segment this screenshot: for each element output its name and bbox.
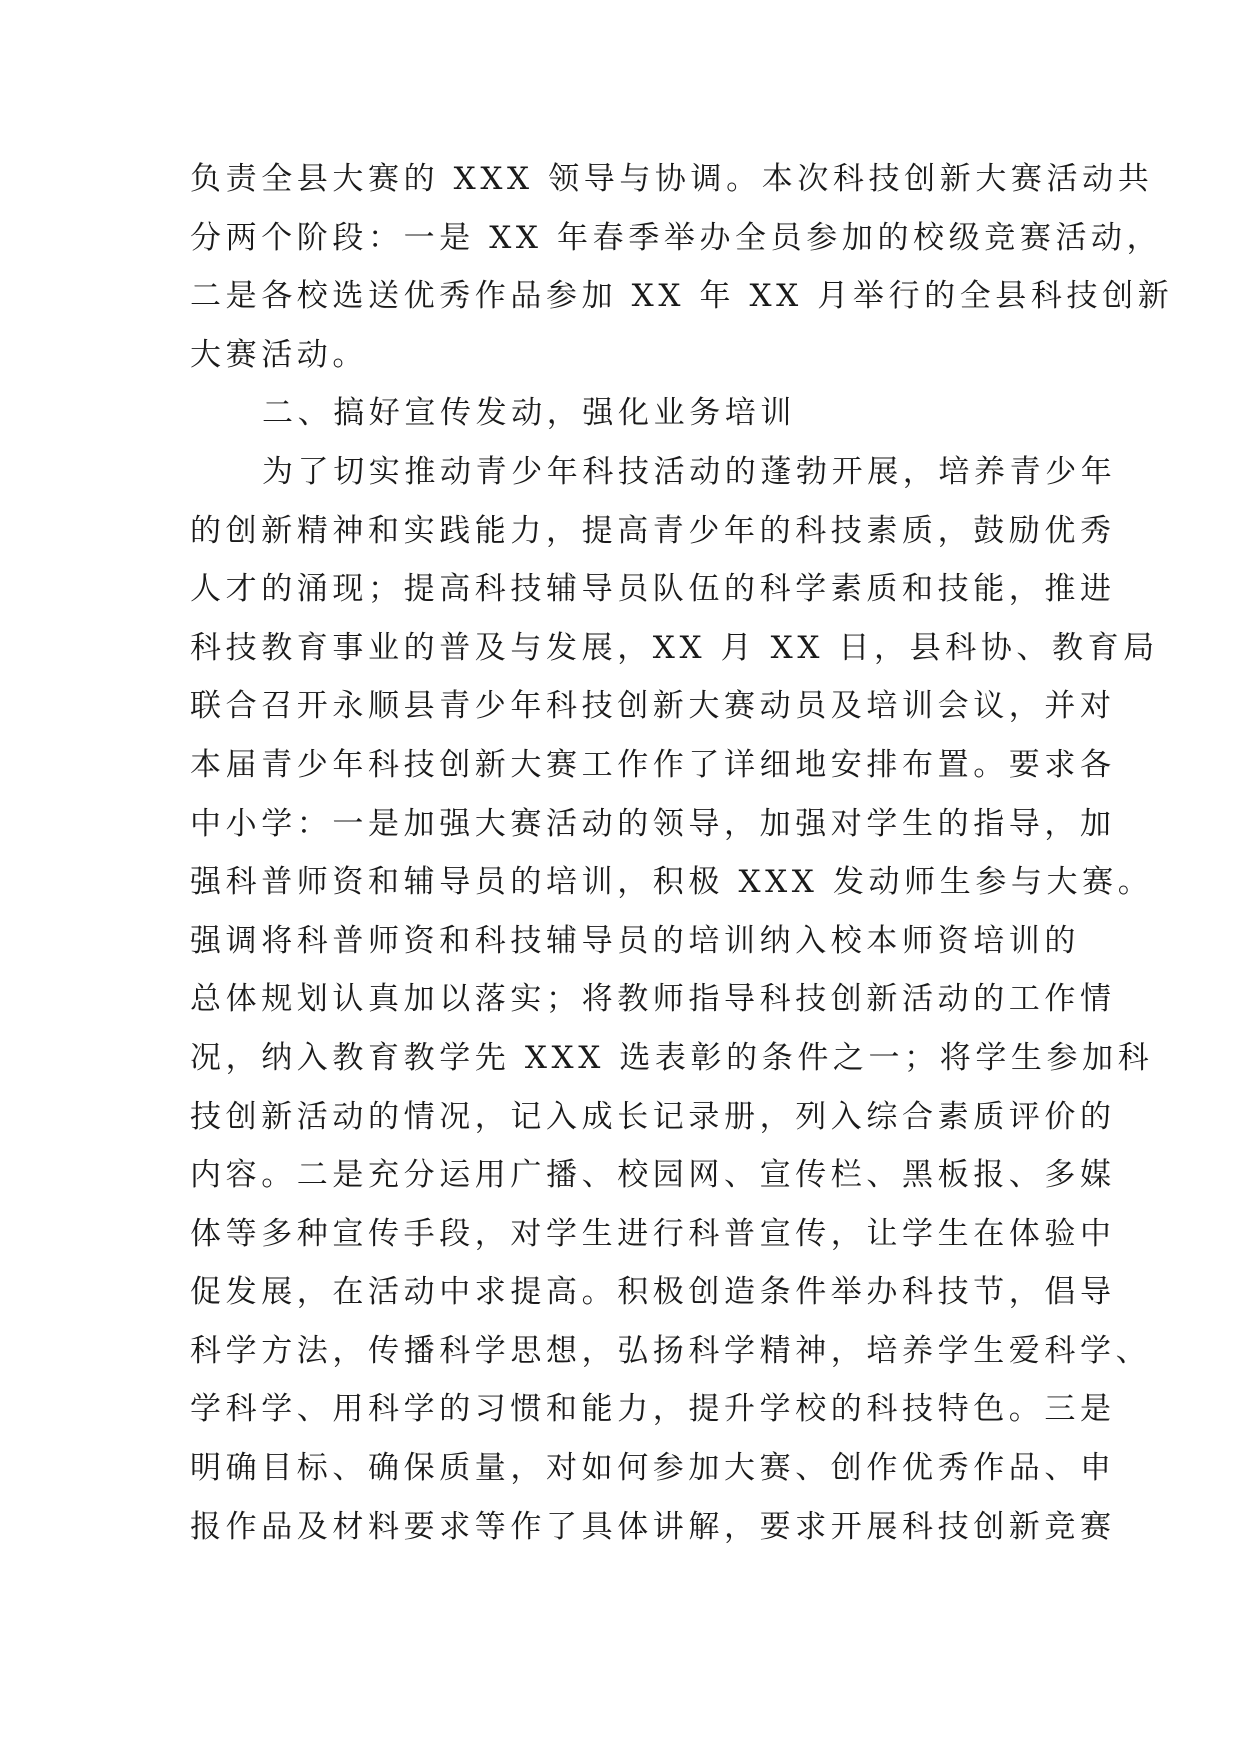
paragraph-2-line: 为了切实推动青少年科技活动的蓬勃开展，培养青少年	[262, 453, 1117, 490]
paragraph-1-line: 分两个阶段：一是 XX 年春季举办全员参加的校级竞赛活动，	[190, 219, 1163, 256]
paragraph-2-line: 中小学：一是加强大赛活动的领导，加强对学生的指导，加	[190, 805, 1116, 842]
paragraph-2-line: 联合召开永顺县青少年科技创新大赛动员及培训会议，并对	[190, 688, 1116, 725]
paragraph-2-line: 明确目标、确保质量，对如何参加大赛、创作优秀作品、申	[190, 1450, 1116, 1487]
paragraph-2-line: 人才的涌现；提高科技辅导员队伍的科学素质和技能，推进	[190, 571, 1116, 608]
paragraph-2-line: 促发展，在活动中求提高。积极创造条件举办科技节，倡导	[190, 1274, 1116, 1311]
paragraph-2-line: 科学方法，传播科学思想，弘扬科学精神，培养学生爱科学、	[190, 1332, 1152, 1369]
paragraph-2-line: 强科普师资和辅导员的培训，积极 XXX 发动师生参与大赛。	[190, 864, 1154, 901]
paragraph-2-line: 况，纳入教育教学先 XXX 选表彰的条件之一；将学生参加科	[190, 1039, 1154, 1076]
paragraph-2-line: 科技教育事业的普及与发展，XX 月 XX 日，县科协、教育局	[190, 629, 1159, 666]
paragraph-1-line: 二是各校选送优秀作品参加 XX 年 XX 月举行的全县科技创新	[190, 278, 1174, 315]
section-heading: 二、搞好宣传发动，强化业务培训	[262, 395, 796, 432]
document-body	[190, 150, 1174, 1556]
paragraph-2-line: 本届青少年科技创新大赛工作作了详细地安排布置。要求各	[190, 746, 1116, 783]
paragraph-2-line: 的创新精神和实践能力，提高青少年的科技素质，鼓励优秀	[190, 512, 1116, 549]
paragraph-1-line: 负责全县大赛的 XXX 领导与协调。本次科技创新大赛活动共	[190, 161, 1154, 197]
paragraph-2-line: 技创新活动的情况，记入成长记录册，列入综合素质评价的	[190, 1098, 1116, 1135]
paragraph-1-line: 大赛活动。	[190, 336, 368, 373]
paragraph-2-line: 报作品及材料要求等作了具体讲解，要求开展科技创新竞赛	[190, 1508, 1116, 1545]
paragraph-2-line: 体等多种宣传手段，对学生进行科普宣传，让学生在体验中	[190, 1215, 1116, 1252]
paragraph-2-line: 学科学、用科学的习惯和能力，提升学校的科技特色。三是	[190, 1391, 1116, 1428]
paragraph-2-line: 强调将科普师资和科技辅导员的培训纳入校本师资培训的	[190, 922, 1080, 959]
paragraph-2-line: 内容。二是充分运用广播、校园网、宣传栏、黑板报、多媒	[190, 1157, 1116, 1194]
paragraph-2-line: 总体规划认真加以落实；将教师指导科技创新活动的工作情	[190, 981, 1116, 1018]
